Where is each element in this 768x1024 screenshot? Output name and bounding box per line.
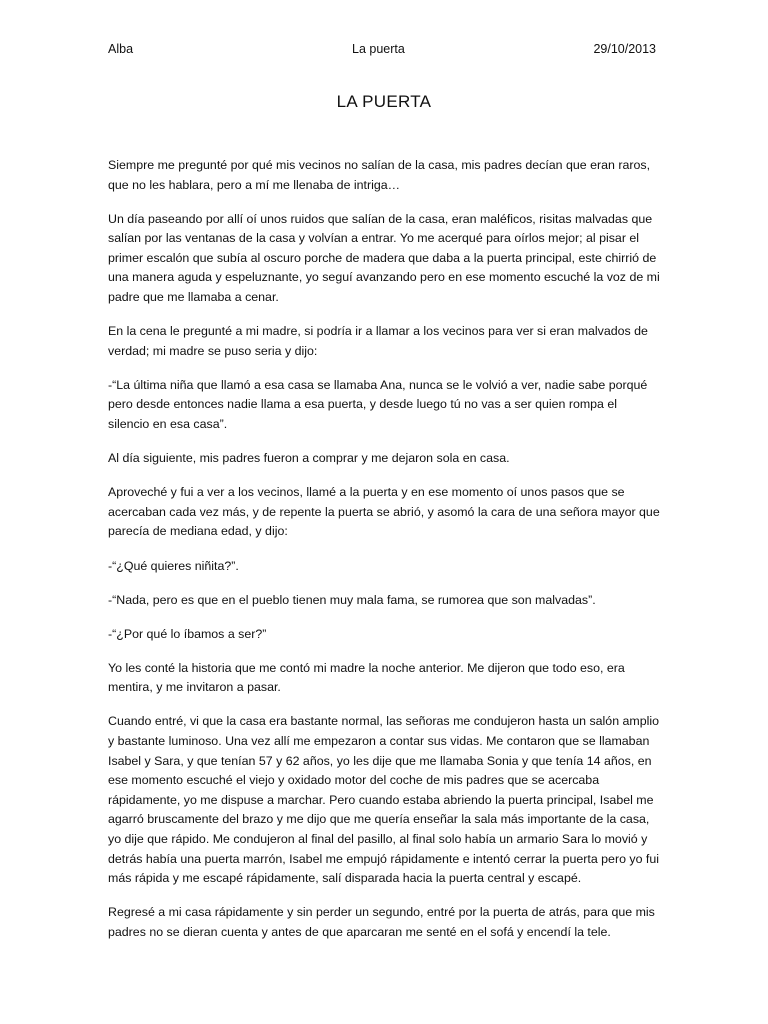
header-author: Alba (108, 42, 134, 56)
document-title: LA PUERTA (336, 92, 432, 111)
paragraph: En la cena le pregunté a mi madre, si podría ir a llamar a los vecinos para ver si eran malvados de verdad; mi madre se puso seria y dijo: (108, 324, 648, 358)
paragraph: Siempre me pregunté por qué mis vecinos no salían de la casa, mis padres decían que eran raros, que no les hablara, pero a mí me llenaba de intriga… (108, 158, 651, 192)
header-title: La puerta (352, 42, 405, 56)
page-header (108, 42, 656, 60)
paragraph: -“Nada, pero es que en el pueblo tienen muy mala fama, se rumorea que son malvadas”. (108, 592, 596, 607)
paragraph: -“La última niña que llamó a esa casa se llamaba Ana, nunca se le volvió a ver, nadie sabe porqué pero desde entonces nadie llama a esa puerta, y desde luego tú no vas a ser quien rompa el silencio en esa casa”. (108, 377, 648, 432)
paragraph: -“¿Por qué lo íbamos a ser?” (108, 626, 267, 641)
document-body (108, 156, 660, 957)
paragraph: Cuando entré, vi que la casa era bastante normal, las señoras me condujeron hasta un salón amplio y bastante luminoso. Una vez allí me empezaron a contar sus vidas. Me contaron que se llamaban Isabel y Sara, y que tenían 57 y 62 años, yo les dije que me llamaba Sonia y que tenía 14 años, en ese momento escuché el viejo y oxidado motor del coche de mis padres que se acercaba rápidamente, yo me dispuse a marchar. Pero cuando estaba abriendo la puerta principal, Isabel me agarró bruscamente del brazo y me dijo que me quería enseñar la sala más importante de la casa, yo dije que rápido. Me condujeron al final del pasillo, al final solo había un armario Sara lo movió y detrás había una puerta marrón, Isabel me empujó rápidamente e intentó cerrar la puerta pero yo fui más rápida y me escapé rápidamente, salí disparada hacia la puerta central y escapé. (108, 714, 660, 886)
paragraph: -“¿Qué quieres niñita?”. (108, 558, 239, 573)
paragraph: Regresé a mi casa rápidamente y sin perder un segundo, entré por la puerta de atrás, para que mis padres no se dieran cuenta y antes de que aparcaran me senté en el sofá y encendí la tele. (108, 905, 655, 939)
paragraph: Al día siguiente, mis padres fueron a comprar y me dejaron sola en casa. (108, 451, 510, 466)
header-date: 29/10/2013 (593, 42, 656, 56)
paragraph: Un día paseando por allí oí unos ruidos que salían de la casa, eran maléficos, risitas malvadas que salían por las ventanas de la casa y volvían a entrar. Yo me acerqué para oírlos mejor; al pisar el primer escalón que subía al oscuro porche de madera que daba a la puerta principal, este chirrió de una manera aguda y espeluznante, yo seguí avanzando pero en ese momento escuché la voz de mi padre que me llamaba a cenar. (108, 211, 660, 305)
paragraph: Aproveché y fui a ver a los vecinos, llamé a la puerta y en ese momento oí unos pasos que se acercaban cada vez más, y de repente la puerta se abrió, y asomó la cara de una señora mayor que parecía de mediana edad, y dijo: (108, 485, 660, 539)
paragraph: Yo les conté la historia que me contó mi madre la noche anterior. Me dijeron que todo eso, era mentira, y me invitaron a pasar. (108, 660, 625, 695)
